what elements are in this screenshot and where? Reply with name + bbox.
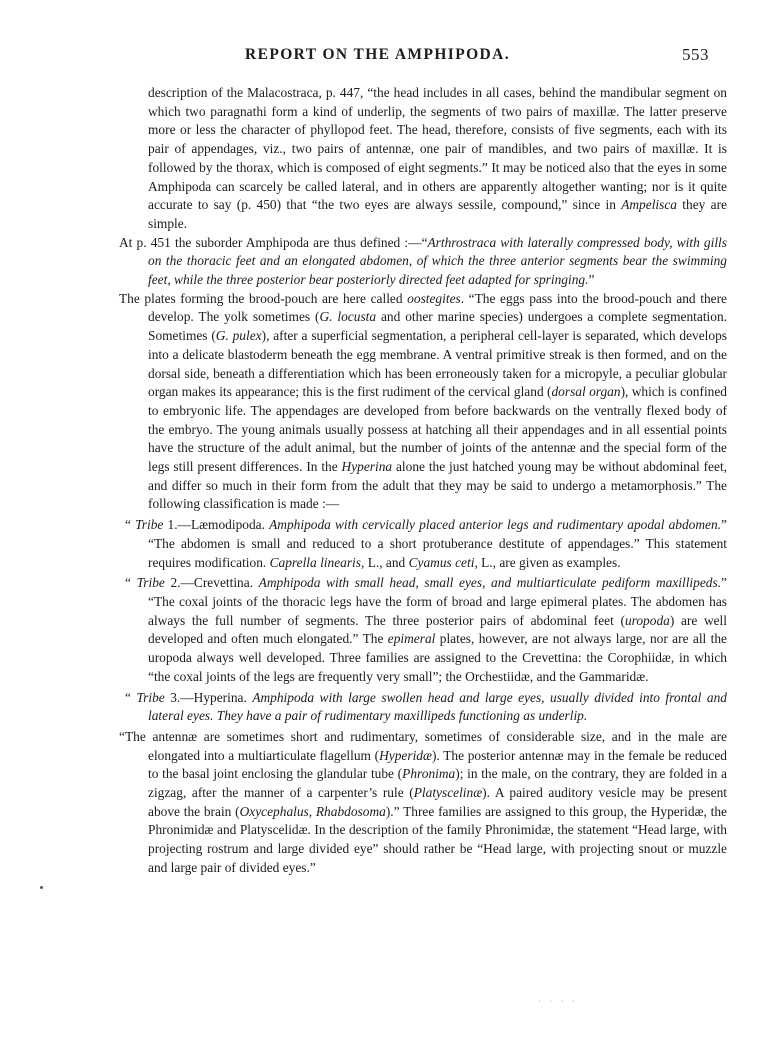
- text-segment: , L., and: [361, 554, 409, 570]
- italic-text-segment: Tribe: [135, 517, 164, 533]
- stray-ink-mark: [40, 886, 43, 889]
- text-segment: “The antennæ are sometimes short and rudimentary, sometimes of considerable size, and in the male are elongated into a multiarticulate flagellum (: [119, 728, 727, 763]
- text-segment: The plates forming the brood-pouch are here called: [119, 290, 408, 306]
- text-segment: ). A paired auditory vesicle may be present above the brain (: [148, 785, 727, 819]
- italic-text-segment: Cyamus ceti: [408, 554, 475, 570]
- paragraph-malacostraca-description: [119, 84, 727, 234]
- text-segment: ). The posterior antennæ may in the female be reduced to the basal joint enclosing the glandular tube (: [148, 747, 727, 782]
- faint-dots-decoration: · · · ·: [538, 996, 578, 1006]
- italic-text-segment: Tribe: [136, 575, 165, 591]
- italic-text-segment: Hyperidæ: [379, 747, 432, 763]
- text-segment: 1.—Læmodipoda.: [163, 517, 270, 533]
- body-text: [119, 84, 727, 878]
- paragraph-tribe-3-hyperina: [119, 689, 727, 726]
- italic-text-segment: Platyscelinæ: [413, 785, 483, 801]
- text-segment: ).” Three families are assigned to this group, the Hyperidæ, the Phronimidæ and Platyscelidæ. In the description of the family Phronimidæ, the statement “Head large, with projecting rostrum and large divided eye” should rather be “Head large, with projecting snout or muzzle and large pair of divided eyes.”: [148, 803, 728, 875]
- text-segment: ”: [588, 272, 595, 288]
- italic-text-segment: Hyperina: [341, 459, 393, 475]
- italic-text-segment: Arthrostraca with laterally compressed body, with gills on the thoracic feet and an elongated abdomen, of which the three anterior segments bear the swimming feet, while the three posterior bear posteriorly directed feet adapted for springing.: [148, 234, 727, 288]
- text-segment: ) are well developed and often much elongated.” The: [148, 612, 727, 647]
- text-segment: ); in the male, on the contrary, they are folded in a zigzag, after the manner of a carpenter’s rule (: [148, 766, 727, 801]
- text-segment: and other marine species) undergoes a complete segmentation. Sometimes (: [148, 309, 728, 344]
- italic-text-segment: Amphipoda with large swollen head and large eyes, usually divided into frontal and lateral eyes. They have a pair of rudimentary maxillipeds functioning as underlip.: [148, 689, 727, 724]
- text-segment: ), after a superficial segmentation, a peripheral cell-layer is separated, which develops into a delicate blastoderm beneath the egg membrane. A ventral primitive streak is then formed, and on the dorsal side, beneath a differentiation which has been erroneously taken for a micropyle, a peculiar globular organ makes its appearance; this is the first rudiment of the cervical gland (: [148, 328, 727, 400]
- text-segment: “: [125, 517, 136, 533]
- paragraph-tribe-2-crevettina: [119, 574, 727, 686]
- italic-text-segment: Amphipoda with cervically placed anterior legs and rudimentary apodal abdomen.: [269, 517, 722, 533]
- paragraph-tribe-1-laemodipoda: [119, 516, 727, 572]
- text-segment: . “The eggs pass into the brood-pouch and there develop. The yolk sometimes (: [148, 290, 727, 325]
- text-segment: description of the Malacostraca, p. 447, “the head includes in all cases, behind the mandibular segment on which two paragnathi form a kind of underlip, the segments of two pairs of maxillæ. The latter preserve more or less the character of phyllopod feet. The head, therefore, consists of five segments, each with its pair of appendages, viz., two pairs of antennæ, one pair of mandibles, and two pairs of maxillæ. It is followed by the thorax, which is composed of eight segments.” It may be noticed also that the eyes in some Amphipoda can scarcely be called lateral, and in others are apparently altogether wanting; nor is it quite accurate to say (p. 450) that “the two eyes are always sessile, compound,” since in: [148, 85, 727, 213]
- page-number: 553: [682, 45, 709, 64]
- text-segment: At p. 451 the suborder Amphipoda are thus defined :—“: [119, 234, 428, 250]
- italic-text-segment: uropoda: [624, 612, 670, 628]
- italic-text-segment: epimeral: [387, 631, 436, 647]
- text-segment: ), which is confined to embryonic life. The appendages are developed from before backwards on the ventrally flexed body of the embryo. The young animals usually possess at hatching all their appendages and in all essential points have the structure of the adult animal, but the number of joints of the antennæ and the special form of the legs still present differences. In the: [148, 384, 727, 475]
- page-header: [0, 46, 776, 70]
- italic-text-segment: Phronima: [402, 766, 456, 782]
- text-segment: ” “The abdomen is small and reduced to a short protuberance destitute of appendages.” This statement requires modification.: [148, 517, 727, 570]
- italic-text-segment: G. locusta: [319, 309, 377, 325]
- text-segment: ” “The coxal joints of the thoracic legs have the form of broad and large epimeral plates. The abdomen has always the full number of segments. The three posterior pairs of abdominal feet (: [148, 575, 727, 628]
- text-segment: 2.—Crevettina.: [164, 575, 259, 591]
- paragraph-amphipoda-definition: [119, 234, 727, 290]
- text-segment: they are simple.: [148, 197, 727, 231]
- text-segment: , L., are given as examples.: [474, 554, 621, 570]
- text-segment: “: [125, 689, 137, 705]
- italic-text-segment: Ampelisca: [621, 197, 677, 213]
- paragraph-antennae-description: [119, 728, 727, 878]
- italic-text-segment: Tribe: [136, 689, 165, 705]
- text-segment: plates, however, are not always large, nor are all the uropoda always well developed. Three families are assigned to the Crevettina: the Corophiidæ, in which “the coxal joints of the legs are frequently very small”; the Orchestiidæ, and the Gammaridæ.: [148, 631, 727, 684]
- italic-text-segment: oostegites: [407, 290, 461, 306]
- running-title: REPORT ON THE AMPHIPODA.: [245, 46, 511, 63]
- italic-text-segment: Amphipoda with small head, small eyes, and multiarticulate pediform maxillipeds.: [258, 575, 722, 591]
- italic-text-segment: G. pulex: [215, 328, 262, 344]
- italic-text-segment: dorsal organ: [551, 384, 621, 400]
- text-segment: alone the just hatched young may be without abdominal feet, and differ so much in their form from the adult that they may be said to undergo a metamorphosis.” The following classification is made :—: [148, 459, 728, 512]
- paragraph-brood-pouch: [119, 290, 727, 514]
- italic-text-segment: Caprella linearis: [269, 554, 361, 570]
- text-segment: “: [125, 575, 137, 591]
- text-segment: 3.—Hyperina.: [164, 689, 253, 705]
- italic-text-segment: Oxycephalus, Rhabdosoma: [239, 803, 386, 819]
